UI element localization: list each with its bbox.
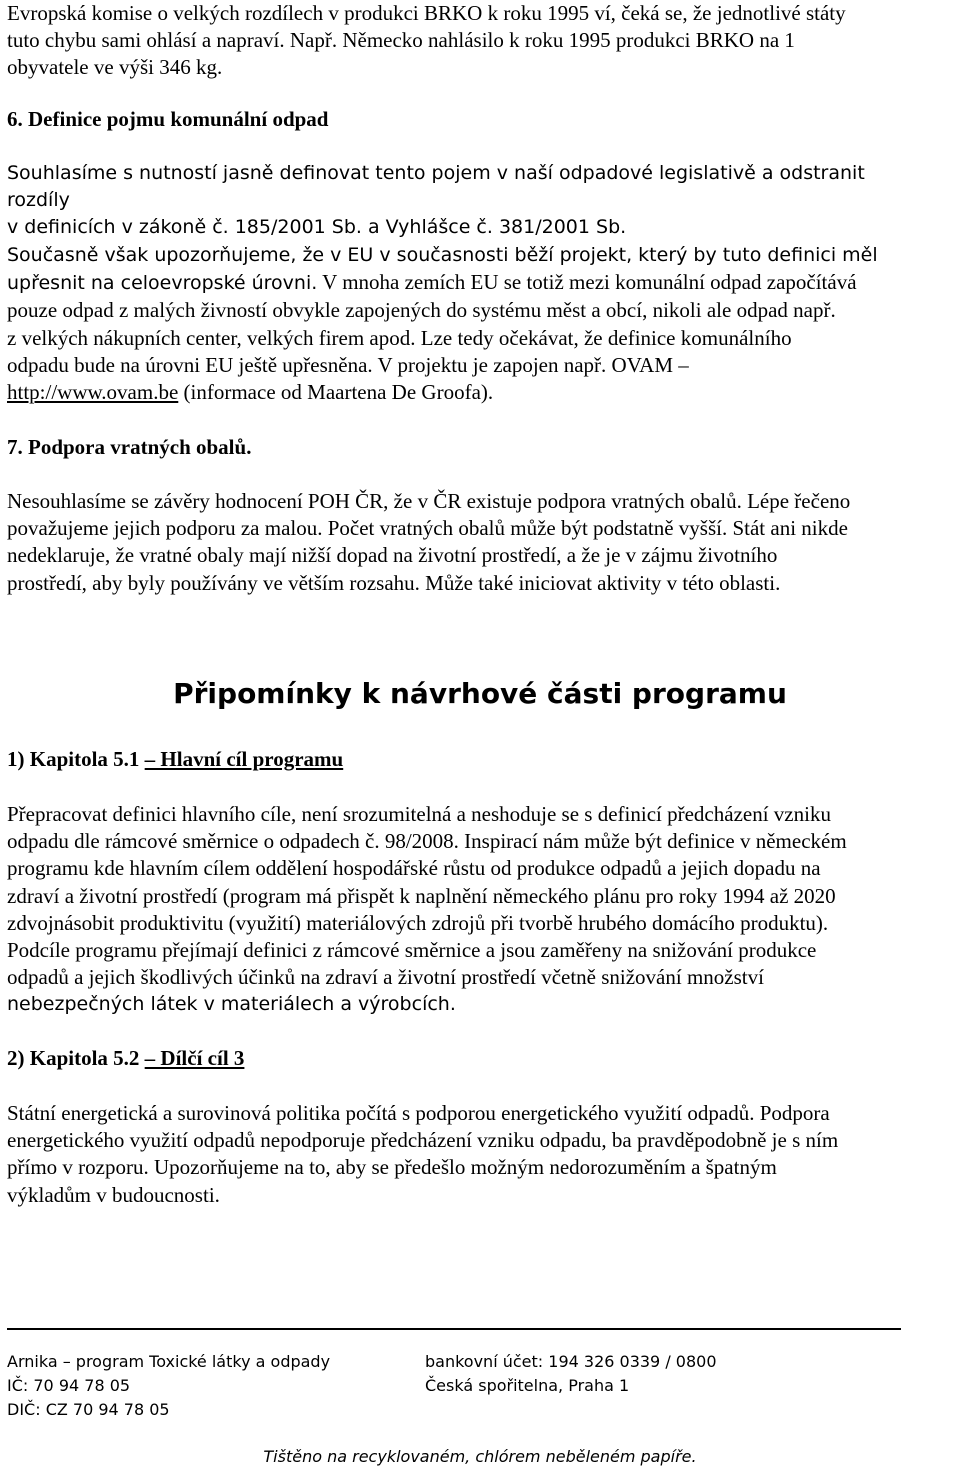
text-line: nebezpečných látek v materiálech a výrobcích. — [7, 993, 456, 1016]
text-line: Současně však upozorňujeme, že v EU v současnosti běží projekt, který by tuto definici měl — [7, 244, 878, 266]
section-7-heading: 7. Podpora vratných obalů. — [7, 435, 252, 459]
text-line: Přepracovat definici hlavního cíle, není srozumitelná a neshoduje se s definicí předcházení vzniku — [7, 802, 831, 826]
footer-left — [7, 1350, 330, 1422]
text-fragment: V mnoha zemích EU se totiž mezi komunální odpad započítává — [317, 270, 857, 295]
kapitola-2-heading — [7, 1045, 244, 1072]
intro-line: tuto chybu sami ohlásí a napraví. Např. Německo nahlásilo k roku 1995 produkci BRKO na 1 — [7, 28, 795, 53]
text-line: Státní energetická a surovinová politika počítá s podporou energetického využití odpadů. Podpora — [7, 1101, 830, 1125]
heading-prefix: 1) Kapitola 5.1 — [7, 747, 145, 771]
section-6-paragraph-2 — [7, 242, 878, 406]
text-line: Podcíle programu přejímají definici z rámcové směrnice a jsou zaměřeny na snižování produkce — [7, 938, 817, 963]
text-fragment: (informace od Maartena De Groofa). — [178, 380, 494, 405]
heading-prefix: 2) Kapitola 5.2 — [7, 1046, 145, 1070]
text-line: přímo v rozporu. Upozorňujeme na to, aby se předešlo možným nedorozuměním a špatným — [7, 1155, 777, 1180]
footer-dic: DIČ: CZ 70 94 78 05 — [7, 1400, 170, 1419]
text-line: nedeklaruje, že vratné obaly mají nižší dopad na životní prostředí, a že je v zájmu životního — [7, 543, 778, 568]
heading-underlined: – Hlavní cíl programu — [144, 747, 344, 771]
kapitola-1-heading — [7, 746, 343, 773]
intro-line: obyvatele ve výši 346 kg. — [7, 55, 223, 80]
section-7-paragraph — [7, 488, 850, 597]
text-line: odpadu bude na úrovni EU ještě upřesněna. V projektu je zapojen např. OVAM – — [7, 352, 689, 377]
footer-divider — [7, 1328, 901, 1330]
section-6-heading: 6. Definice pojmu komunální odpad — [7, 107, 329, 131]
kapitola-2-paragraph — [7, 1100, 838, 1209]
main-title: Připomínky k návrhové části programu — [173, 677, 787, 710]
text-line — [7, 269, 878, 297]
text-line: zdvojnásobit produktivitu (využití) materiálových zdrojů při tvorbě hrubého domácího produktu). — [7, 910, 829, 935]
text-line: odpadu dle rámcové směrnice o odpadech č. 98/2008. Inspirací nám může být definice v německém — [7, 829, 847, 854]
text-line: považujeme jejich podporu za malou. Počet vratných obalů může být podstatně vyšší. Stát ani nikde — [7, 516, 848, 541]
footer-bank-account: bankovní účet: 194 326 0339 / 0800 — [425, 1352, 717, 1371]
footer-right — [425, 1350, 717, 1398]
text-line: z velkých nákupních center, velkých firem apod. Lze tedy očekávat, že definice komunálního — [7, 325, 792, 350]
text-fragment: upřesnit na celoevropské úrovni. — [7, 272, 318, 295]
text-line: výkladům v budoucnosti. — [7, 1182, 220, 1207]
text-line: Souhlasíme s nutností jasně definovat tento pojem v naší odpadové legislativě a odstranit rozdíly — [7, 162, 865, 212]
text-line: odpadů a jejich škodlivých účinků na zdraví a životní prostředí včetně snižování množství — [7, 965, 764, 990]
text-line: v definicích v zákoně č. 185/2001 Sb. a Vyhlášce č. 381/2001 Sb. — [7, 216, 627, 239]
footer-recycled-note: Tištěno na recyklovaném, chlórem neběleném papíře. — [263, 1447, 697, 1466]
footer-ic: IČ: 70 94 78 05 — [7, 1376, 131, 1395]
heading-underlined: – Dílčí cíl 3 — [144, 1046, 245, 1070]
text-line — [7, 379, 878, 406]
footer-org: Arnika – program Toxické látky a odpady — [7, 1352, 331, 1371]
section-6-paragraph-1 — [7, 160, 933, 242]
footer-bank-name: Česká spořitelna, Praha 1 — [425, 1376, 630, 1395]
text-line: energetického využití odpadů nepodporuje předcházení vzniku odpadu, ba pravděpodobně je s ním — [7, 1128, 839, 1153]
kapitola-1-paragraph — [7, 801, 847, 1019]
text-line: programu kde hlavním cílem oddělení hospodářské růstu od produkce odpadů a jejich dopadu na — [7, 856, 821, 881]
intro-paragraph — [7, 0, 846, 82]
text-line: zdraví a životní prostředí (program má přispět k naplnění německého plánu pro roky 1994 až 2020 — [7, 883, 836, 908]
text-line: Nesouhlasíme se závěry hodnocení POH ČR, že v ČR existuje podpora vratných obalů. Lépe řečeno — [7, 489, 851, 513]
text-line: pouze odpad z malých živností obvykle zapojených do systému měst a obcí, nikoli ale odpad např. — [7, 298, 836, 323]
intro-line: Evropská komise o velkých rozdílech v produkci BRKO k roku 1995 ví, čeká se, že jednotlivé státy — [7, 1, 846, 25]
ovam-link[interactable]: http://www.ovam.be — [7, 380, 179, 405]
text-line: prostředí, aby byly používány ve větším rozsahu. Může také iniciovat aktivity v této oblasti. — [7, 570, 781, 595]
